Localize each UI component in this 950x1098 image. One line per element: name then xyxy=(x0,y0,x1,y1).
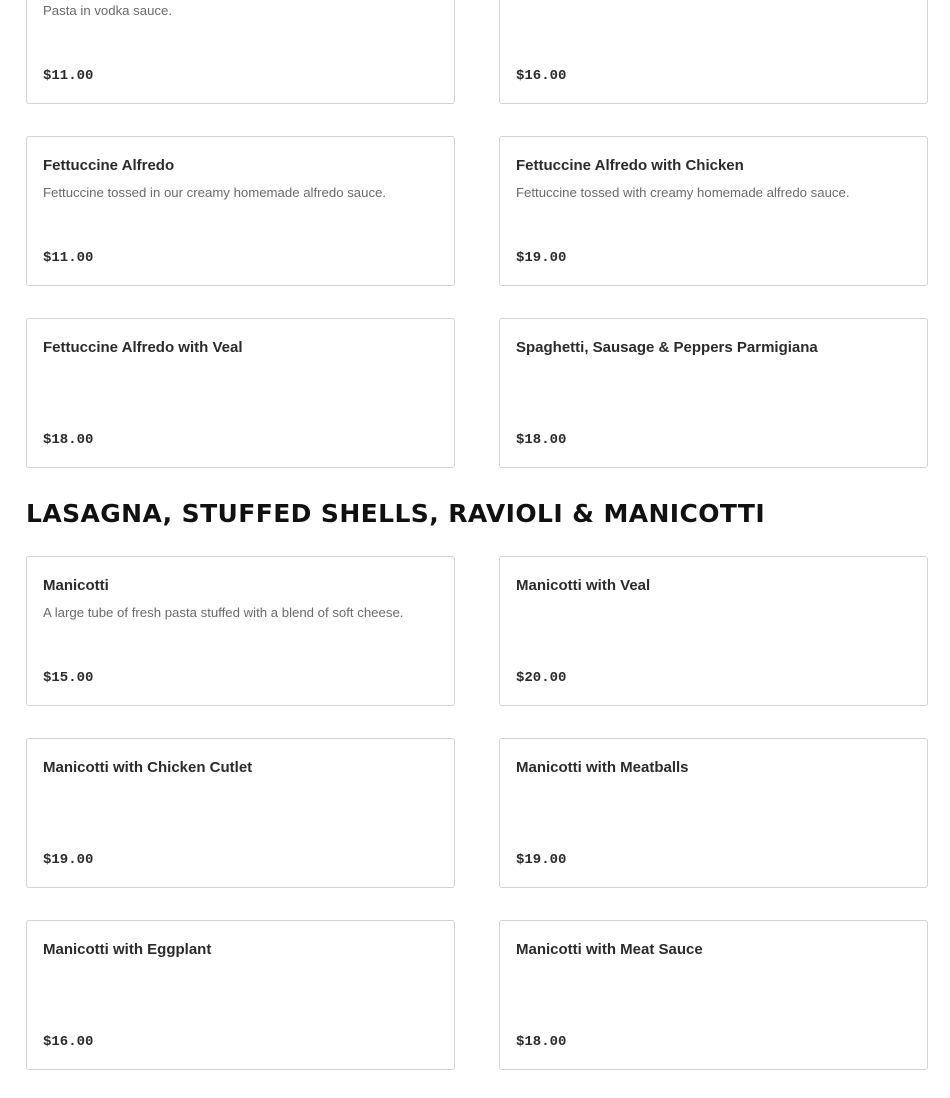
menu-item-price: $18.00 xyxy=(516,1034,567,1050)
menu-item-card[interactable] xyxy=(499,556,928,706)
menu-item-name: Manicotti with Meatballs xyxy=(516,759,689,776)
menu-item-name: Manicotti with Chicken Cutlet xyxy=(43,759,253,776)
menu-item-price: $19.00 xyxy=(516,250,567,266)
menu-item-card[interactable] xyxy=(26,0,455,104)
menu-item-description: Fettuccine tossed with creamy homemade alfredo sauce. xyxy=(516,185,850,200)
menu-item-price: $16.00 xyxy=(43,1034,94,1050)
menu-item-name: Spaghetti, Sausage & Peppers Parmigiana xyxy=(516,339,818,356)
menu-item-price: $20.00 xyxy=(516,670,567,686)
menu-item-description: Fettuccine tossed in our creamy homemade alfredo sauce. xyxy=(43,185,387,200)
menu-item-price: $15.00 xyxy=(43,670,94,686)
menu-item-description: Pasta in vodka sauce. xyxy=(43,3,173,18)
menu-item-price: $19.00 xyxy=(516,852,567,868)
menu-item-description: A large tube of fresh pasta stuffed with a blend of soft cheese. xyxy=(43,605,404,620)
menu-item-card[interactable] xyxy=(26,738,455,888)
menu-item-price: $19.00 xyxy=(43,852,94,868)
menu-item-price: $18.00 xyxy=(43,432,94,448)
menu-item-price: $11.00 xyxy=(43,250,94,266)
menu-item-card[interactable] xyxy=(499,318,928,468)
menu-item-name: Fettuccine Alfredo with Chicken xyxy=(516,157,744,174)
upper-menu-grid xyxy=(26,0,928,468)
menu-item-card[interactable] xyxy=(26,920,455,1070)
menu-item-card[interactable] xyxy=(499,136,928,286)
menu-item-name: Manicotti with Eggplant xyxy=(43,941,212,958)
section-heading: LASAGNA, STUFFED SHELLS, RAVIOLI & MANICOTTI xyxy=(26,499,766,528)
menu-item-card[interactable] xyxy=(26,318,455,468)
menu-item-name: Manicotti with Veal xyxy=(516,577,651,594)
menu-item-name: Manicotti with Meat Sauce xyxy=(516,941,703,958)
menu-item-price: $11.00 xyxy=(43,68,94,84)
menu-item-name: Manicotti xyxy=(43,577,109,594)
menu-item-card[interactable] xyxy=(26,136,455,286)
menu-item-price: $18.00 xyxy=(516,432,567,448)
menu-item-card[interactable] xyxy=(499,738,928,888)
menu-item-name: Fettuccine Alfredo with Veal xyxy=(43,339,243,356)
menu-item-card[interactable] xyxy=(499,0,928,104)
menu-item-name: Fettuccine Alfredo xyxy=(43,157,175,174)
menu-item-card[interactable] xyxy=(499,920,928,1070)
menu-item-price: $16.00 xyxy=(516,68,567,84)
manicotti-menu-grid xyxy=(26,556,928,1070)
menu-item-card[interactable] xyxy=(26,556,455,706)
